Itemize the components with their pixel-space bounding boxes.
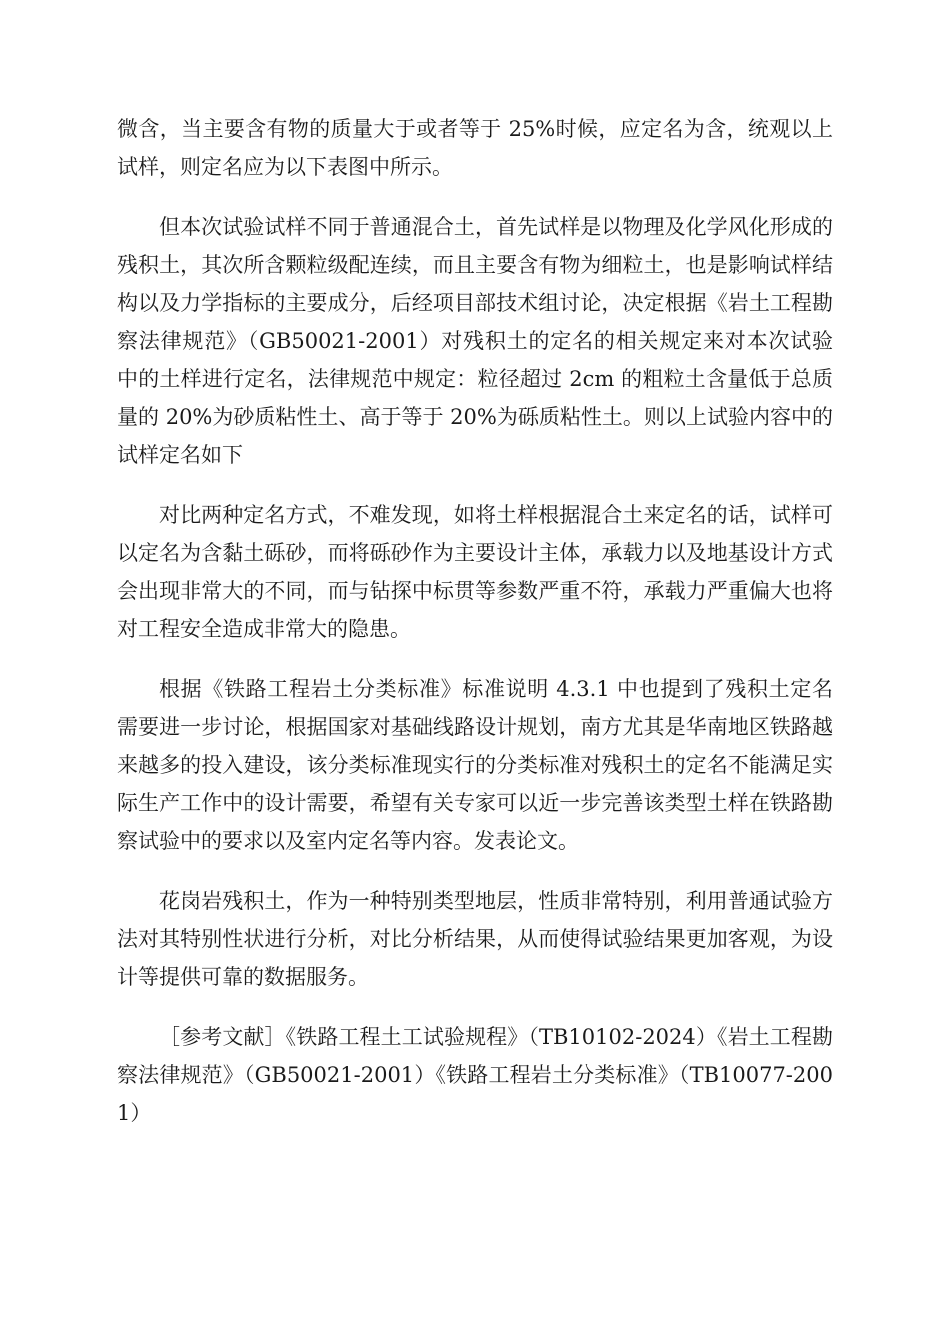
paragraph-comparison: 对比两种定名方式，不难发现，如将土样根据混合土来定名的话，试样可以定名为含黏土砾砂，而将砾砂作为主要设计主体，承载力以及地基设计方式会出现非常大的不同，而与钻探中标贯等参数严重不符，承载力严重偏大也将对工程安全造成非常大的隐患。	[117, 503, 833, 641]
paragraph-conclusion: 花岗岩残积土，作为一种特别类型地层，性质非常特别，利用普通试验方法对其特别性状进行分析，对比分析结果，从而使得试验结果更加客观，为设计等提供可靠的数据服务。	[117, 889, 833, 989]
body-text	[117, 110, 833, 1154]
paragraph-sample-naming: 但本次试验试样不同于普通混合土，首先试样是以物理及化学风化形成的残积土，其次所含颗粒级配连续，而且主要含有物为细粒土，也是影响试样结构以及力学指标的主要成分，后经项目部技术组讨论，决定根据《岩土工程勘察法律规范》（GB50021-2001）对残积土的定名的相关规定来对本次试验中的土样进行定名，法律规范中规定：粒径超过 2cm 的粗粒土含量低于总质量的 20%为砂质粘性土、高于等于 20%为砾质粘性土。则以上试验内容中的试样定名如下	[117, 215, 833, 467]
paragraph-references: ［参考文献］《铁路工程土工试验规程》（TB10102-2024）《岩土工程勘察法律规范》（GB50021-2001）《铁路工程岩土分类标准》（TB10077-2001）	[117, 1025, 833, 1125]
paragraph-continuation: 微含，当主要含有物的质量大于或者等于 25%时候，应定名为含，统观以上试样，则定名应为以下表图中所示。	[117, 117, 833, 179]
paragraph-standard-discussion: 根据《铁路工程岩土分类标准》标准说明 4.3.1 中也提到了残积土定名需要进一步讨论，根据国家对基础线路设计规划，南方尤其是华南地区铁路越来越多的投入建设，该分类标准现实行的分类标准对残积土的定名不能满足实际生产工作中的设计需要，希望有关专家可以近一步完善该类型土样在铁路勘察试验中的要求以及室内定名等内容。发表论文。	[117, 677, 833, 853]
